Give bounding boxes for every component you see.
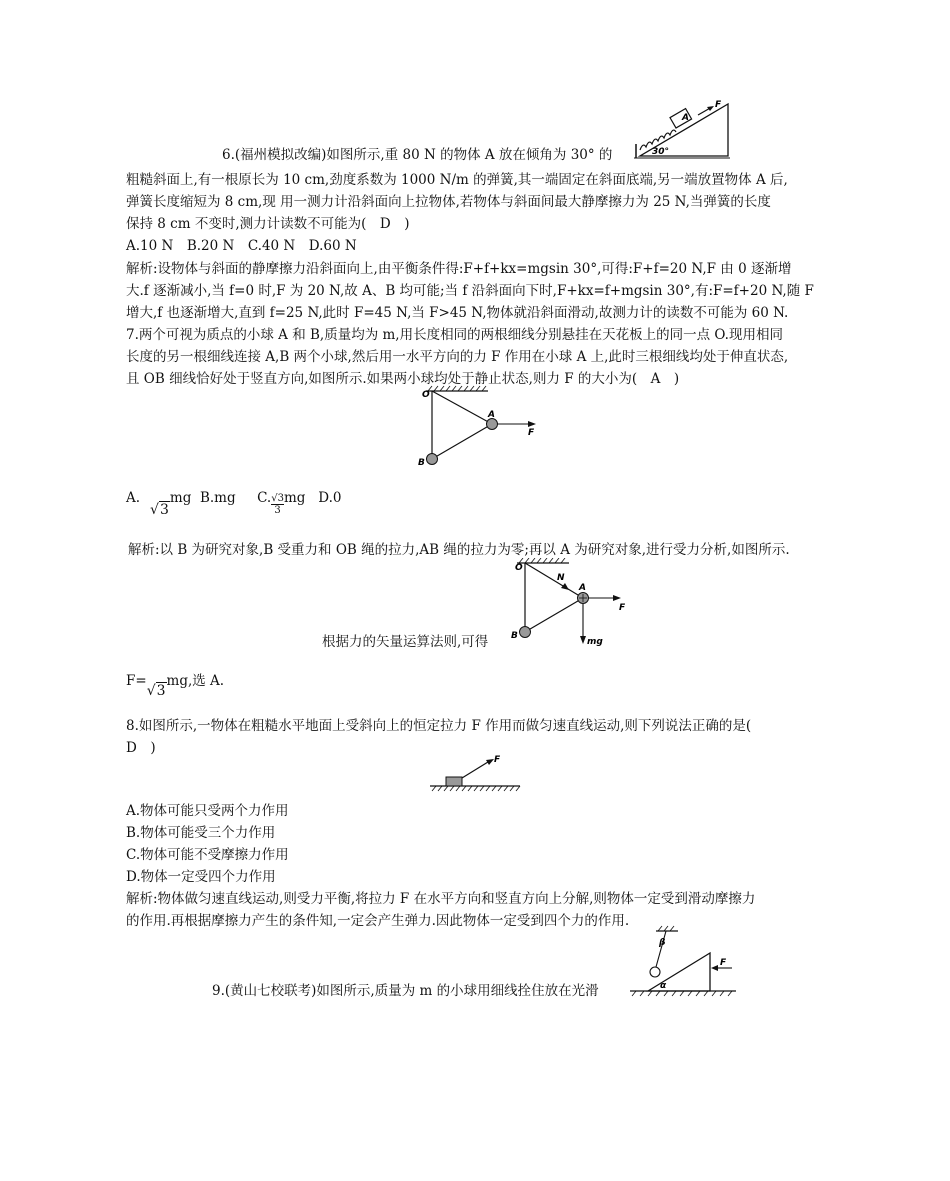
q7-pendulum-figure	[412, 385, 552, 475]
q6-analysis-line1: 解析:设物体与斜面的静摩擦力沿斜面向上,由平衡条件得:F+f+kx=mgsin 30°,可得:F+f=20 N,F 由 0 逐渐增	[126, 261, 792, 277]
label-b: B	[418, 458, 425, 468]
q9-label-beta: β	[659, 938, 666, 948]
q7-analysis-line2: 根据力的矢量运算法则,可得	[322, 634, 489, 650]
result-prefix: F=	[126, 673, 147, 689]
q7-options	[126, 487, 342, 518]
q6-stem-line4: 保持 8 cm 不变时,测力计读数不可能为( D )	[126, 216, 410, 232]
ball-b-analysis	[520, 627, 531, 638]
label-f-analysis: F	[619, 603, 626, 613]
q8-stem-line1: 8.如图所示,一物体在粗糙水平地面上受斜向上的恒定拉力 F 作用而做匀速直线运动,则下列说法正确的是(	[126, 718, 752, 734]
ball-b	[427, 454, 438, 465]
q7-result	[126, 671, 225, 699]
option-a-sqrt: √3	[150, 502, 169, 518]
q8-option-d: D.物体一定受四个力作用	[126, 869, 276, 885]
option-c-fraction: $\frac{√3}{3}$	[271, 493, 284, 516]
result-suffix: mg,选 A.	[166, 673, 225, 689]
label-a-analysis: A	[579, 583, 586, 593]
label-b-analysis: B	[511, 631, 518, 641]
label-mg: mg	[587, 637, 603, 647]
q9-stem-line1: 9.(黄山七校联考)如图所示,质量为 m 的小球用细线拴住放在光滑	[212, 983, 599, 999]
angle-label: 30°	[652, 147, 670, 157]
q6-analysis-line3: 增大,f 也逐渐增大,直到 f=25 N,此时 F=45 N,当 F>45 N,物体就沿斜面滑动,故测力计的读数不可能为 60 N.	[126, 305, 789, 321]
q7-force-analysis-figure	[505, 558, 645, 650]
option-a-suffix: mg	[169, 490, 192, 506]
q8-option-c: C.物体可能不受摩擦力作用	[126, 847, 289, 863]
q6-incline-figure	[632, 100, 732, 162]
result-sqrt: √3	[146, 683, 166, 699]
q9-wedge-figure	[626, 925, 738, 997]
force-f-label: F	[715, 100, 722, 110]
block-a-label: A	[682, 113, 689, 123]
q7-stem-line1: 7.两个可视为质点的小球 A 和 B,质量均为 m,用长度相同的两根细线分别悬挂在天花板上的同一点 O.现用相同	[126, 327, 783, 343]
q7-stem-line2: 长度的另一根细线连接 A,B 两个小球,然后用一水平方向的力 F 作用在小球 A 上,此时三根细线均处于伸直状态,	[126, 349, 789, 365]
q6-analysis-line2: 大.f 逐渐减小,当 f=0 时,F 为 20 N,故 A、B 均可能;当 f 沿斜面向下时,F+kx=f+mgsin 30°,有:F=f+20 N,随 F	[126, 283, 814, 299]
label-o-analysis: O	[515, 563, 523, 573]
q9-ball	[650, 967, 660, 977]
q8-option-a: A.物体可能只受两个力作用	[126, 803, 289, 819]
option-d: D.0	[318, 490, 342, 506]
option-c-prefix: C.	[257, 490, 272, 506]
option-a-prefix: A.	[126, 490, 141, 506]
q8-option-b: B.物体可能受三个力作用	[126, 825, 276, 841]
label-f: F	[528, 428, 535, 438]
q6-stem-line1: 6.(福州模拟改编)如图所示,重 80 N 的物体 A 放在倾角为 30° 的	[222, 147, 613, 163]
option-b: B.mg	[199, 490, 236, 506]
q6-stem-line3: 弹簧长度缩短为 8 cm,现 用一测力计沿斜面向上拉物体,若物体与斜面间最大静摩擦力为 25 N,当弹簧的长度	[126, 194, 771, 210]
q6-options: A.10 N B.20 N C.40 N D.60 N	[126, 238, 357, 254]
q7-analysis-line1: 解析:以 B 为研究对象,B 受重力和 OB 绳的拉力,AB 绳的拉力为零;再以 A 为研究对象,进行受力分析,如图所示.	[128, 542, 790, 558]
q8-analysis-line2: 的作用.再根据摩擦力产生的条件知,一定会产生弹力.因此物体一定受到四个力的作用.	[126, 913, 630, 929]
option-c-suffix: mg	[283, 490, 306, 506]
q9-label-f: F	[720, 958, 727, 968]
q6-stem-line2: 粗糙斜面上,有一根原长为 10 cm,劲度系数为 1000 N/m 的弹簧,其一端固定在斜面底端,另一端放置物体 A 后,	[126, 172, 788, 188]
q8-block	[446, 777, 462, 786]
q8-ground-figure	[428, 752, 522, 794]
q8-stem-line2: D )	[126, 740, 156, 756]
label-o: O	[422, 390, 430, 400]
q9-label-alpha: α	[660, 981, 667, 991]
label-n: N	[557, 573, 565, 583]
q7-stem-line3: 且 OB 细线恰好处于竖直方向,如图所示.如果两小球均处于静止状态,则力 F 的大小为( A )	[126, 371, 680, 387]
q8-analysis-line1: 解析:物体做匀速直线运动,则受力平衡,将拉力 F 在水平方向和竖直方向上分解,则物体一定受到滑动摩擦力	[126, 891, 756, 907]
ball-a	[487, 419, 498, 430]
label-a: A	[488, 410, 495, 420]
q8-label-f: F	[494, 755, 501, 765]
